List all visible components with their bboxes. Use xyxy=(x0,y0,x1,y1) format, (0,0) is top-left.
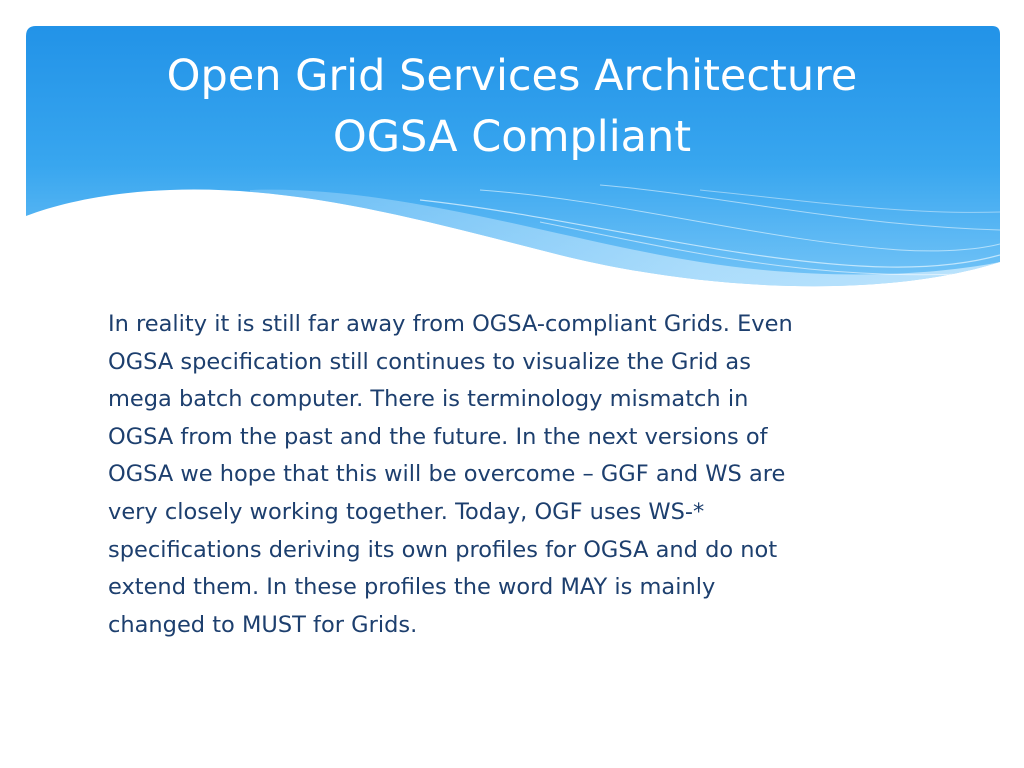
body-line: mega batch computer. There is terminology mismatch in xyxy=(108,386,749,413)
body-line: specifications deriving its own profiles for OGSA and do not xyxy=(108,536,778,563)
body-line: extend them. In these profiles the word MAY is mainly xyxy=(108,574,716,601)
slide-title xyxy=(0,46,1024,168)
slide-title-line-2: OGSA Compliant xyxy=(332,112,692,162)
body-line: OGSA we hope that this will be overcome – GGF and WS are xyxy=(108,461,786,488)
slide-title-line-1: Open Grid Services Architecture xyxy=(166,51,858,101)
body-line: OGSA specification still continues to visualize the Grid as xyxy=(108,348,751,375)
body-line: OGSA from the past and the future. In the next versions of xyxy=(108,423,768,450)
slide-body-text xyxy=(108,306,908,644)
body-line: very closely working together. Today, OGF uses WS-* xyxy=(108,498,705,525)
body-line: changed to MUST for Grids. xyxy=(108,611,418,638)
body-line: In reality it is still far away from OGSA-compliant Grids. Even xyxy=(108,311,793,337)
